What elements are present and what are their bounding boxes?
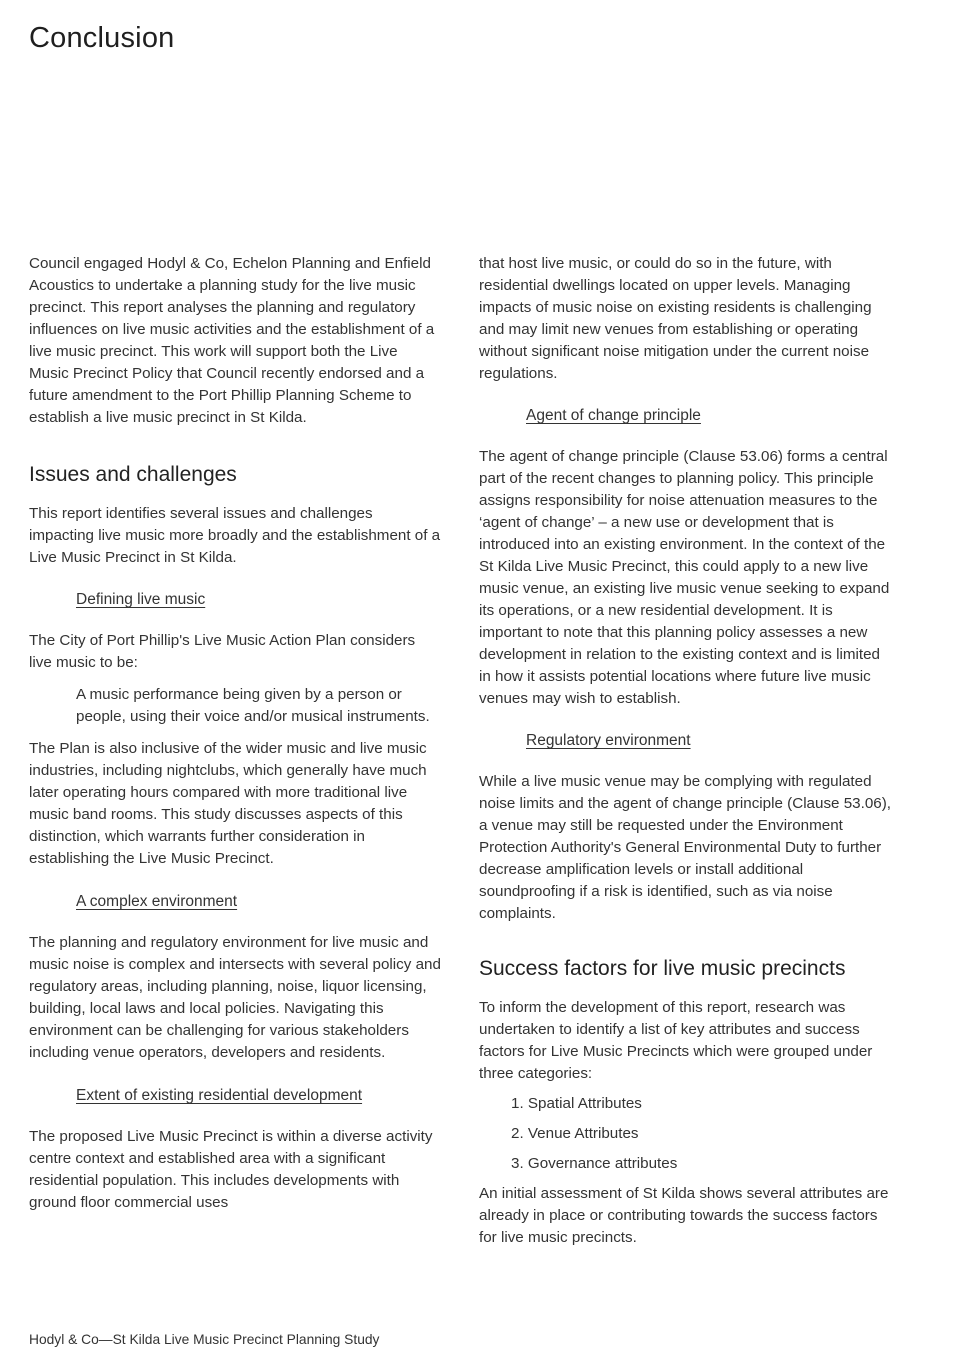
success-paragraph-2: An initial assessment of St Kilda shows several attributes are already in place or contributing towards the success factors for live music precincts. xyxy=(479,1185,889,1246)
success-paragraph: To inform the development of this report, research was undertaken to identify a list of key attributes and success factors for Live Music Precincts which were grouped under three categories: xyxy=(479,999,873,1082)
page-title: Conclusion xyxy=(29,22,175,54)
success-attributes-list xyxy=(479,1093,893,1175)
issues-heading: Issues and challenges xyxy=(29,463,237,486)
left-column xyxy=(29,253,441,1214)
extent-paragraph-continued: that host live music, or could do so in the future, with residential dwellings located on upper levels. Managing impacts of music noise on existing residents is challenging and may limit new venues from establishing or operating without significant noise mitigation under the current noise regulations. xyxy=(479,255,872,382)
regulatory-heading: Regulatory environment xyxy=(526,732,691,749)
defining-paragraph-2: The Plan is also inclusive of the wider music and live music industries, including nightclubs, which generally have much later operating hours compared with more traditional live music band rooms. This study discusses aspects of this distinction, which warrants further consideration in establishing the Live Music Precinct. xyxy=(29,740,427,867)
agent-paragraph: The agent of change principle (Clause 53.06) forms a central part of the recent changes to planning policy. This principle assigns responsibility for noise attenuation measures to the ‘agent of change’ – a new use or development that is introduced into an existing environment. In the context of the St Kilda Live Music Precinct, this could apply to a new live music venue, an existing live music venue seeking to expand its operations, or a new residential development. It is important to note that this planning policy assesses a new development in relation to the existing context and is limited in how it assists potential locations where future live music venues may wish to establish. xyxy=(479,448,890,707)
complex-paragraph: The planning and regulatory environment for live music and music noise is complex and intersects with several policy and regulatory areas, including planning, noise, liquor licensing, building, local laws and local policies. Navigating this environment can be challenging for various stakeholders including venue operators, developers and residents. xyxy=(29,934,441,1061)
live-music-definition-quote: A music performance being given by a person or people, using their voice and/or musical instruments. xyxy=(76,686,430,725)
list-item: 3. Governance attributes xyxy=(511,1155,678,1172)
extent-paragraph: The proposed Live Music Precinct is within a diverse activity centre context and established area with a significant residential population. This includes developments with ground floor commercial uses xyxy=(29,1128,433,1211)
regulatory-paragraph: While a live music venue may be complying with regulated noise limits and the agent of change principle (Clause 53.06), a venue may still be requested under the Environment Protection Authority's General Environmental Duty to further decrease amplification levels or install additional soundproofing if a risk is identified, such as via noise complaints. xyxy=(479,773,891,922)
intro-paragraph: Council engaged Hodyl & Co, Echelon Planning and Enfield Acoustics to undertake a planning study for the live music precinct. This report analyses the planning and regulatory influences on live music activities and the establishment of a live music precinct. This work will support both the Live Music Precinct Policy that Council recently endorsed and a future amendment to the Port Phillip Planning Scheme to establish a live music precinct in St Kilda. xyxy=(29,255,435,426)
complex-heading: A complex environment xyxy=(76,893,238,910)
list-item: 1. Spatial Attributes xyxy=(511,1095,642,1112)
right-column xyxy=(479,253,893,1249)
agent-heading: Agent of change principle xyxy=(526,407,701,424)
list-item: 2. Venue Attributes xyxy=(511,1125,639,1142)
success-heading: Success factors for live music precincts xyxy=(479,957,846,980)
page-footer: Hodyl & Co—St Kilda Live Music Precinct Planning Study xyxy=(29,1332,380,1347)
extent-heading: Extent of existing residential development xyxy=(76,1087,363,1104)
defining-heading: Defining live music xyxy=(76,591,206,608)
issues-paragraph: This report identifies several issues and challenges impacting live music more broadly and the establishment of a Live Music Precinct in St Kilda. xyxy=(29,505,441,566)
defining-paragraph: The City of Port Phillip's Live Music Action Plan considers live music to be: xyxy=(29,632,416,671)
